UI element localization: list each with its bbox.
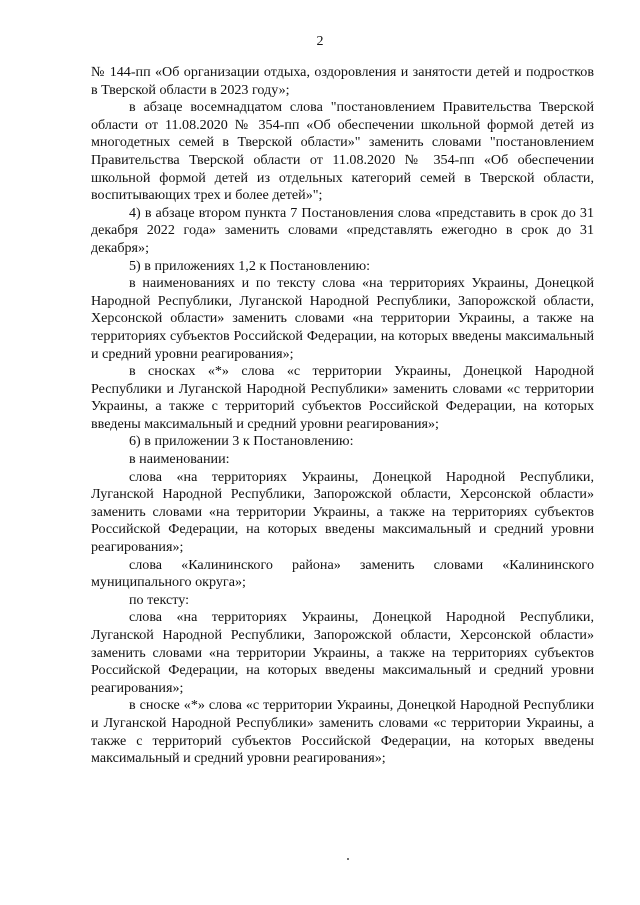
paragraph-item-6-text-words: слова «на территориях Украины, Донецкой Народной Республики, Луганской Народной Республики, Запорожской области, Херсонской области» заменить словами «на территории Украины, а также на территориях субъектов Российской Федерации, на которых введены максимальный и средний уровни реагирования»;: [91, 609, 594, 696]
paragraph-item-6-title-words: слова «на территориях Украины, Донецкой Народной Республики, Луганской Народной Республики, Запорожской области, Херсонской области» заменить словами «на территории Украины, а также на территориях субъектов Российской Федерации, на которых введены максимальный и средний уровни реагирования»;: [91, 468, 594, 556]
document-body: [91, 64, 594, 768]
paragraph-item-6-footnote: в сноске «*» слова «с территории Украины, Донецкой Народной Республики и Луганской Народной Республики» заменить словами «с территории Украины, а также с территорий субъектов Российской Федерации, на которых введены максимальный и средний уровни реагирования»;: [91, 697, 594, 767]
page-number: 2: [316, 34, 324, 49]
paragraph-item-6: 6) в приложении 3 к Постановлению:: [129, 433, 354, 450]
paragraph-abzac-18: в абзаце восемнадцатом слова "постановлением Правительства Тверской области от 11.08.2020 № 354-пп «Об обеспечении школьной формой детей из многодетных семей в Тверской области»" заменить словами "постановлением Правительства Тверской области от 11.08.2020 № 354-пп «Об обеспечении школьной формой детей из отдельных категорий семей в Тверской области, воспитывающих трех и более детей»";: [91, 99, 594, 204]
paragraph-item-5-footnotes: в сносках «*» слова «с территории Украины, Донецкой Народной Республики и Луганской Народной Республики» заменить словами «с территории Украины, а также с территорий субъектов Российской Федерации, на которых введены максимальный и средний уровни реагирования»;: [91, 363, 594, 432]
paragraph-item-6-text-heading: по тексту:: [129, 591, 190, 608]
paragraph-item-6-title-heading: в наименовании:: [129, 451, 230, 468]
paragraph-item-5: 5) в приложениях 1,2 к Постановлению:: [129, 257, 371, 274]
paragraph-item-6-district: слова «Калининского района» заменить словами «Калининского муниципального округа»;: [91, 556, 594, 591]
paragraph-item-5-names: в наименованиях и по тексту слова «на территориях Украины, Донецкой Народной Республики, Луганской Народной Республики, Запорожской области, Херсонской области» заменить словами «на территории Украины, а также на территориях субъектов Российской Федерации, на которых введены максимальный и средний уровни реагирования»;: [91, 275, 594, 362]
paragraph-item-4: 4) в абзаце втором пункта 7 Постановления слова «представить в срок до 31 декабря 2022 года» заменить словами «представлять ежегодно в срок до 31 декабря»;: [91, 204, 594, 256]
paragraph-decree-reference: № 144-пп «Об организации отдыха, оздоровления и занятости детей и подростков в Тверской области в 2023 году»;: [91, 64, 594, 98]
scan-speck: [347, 858, 349, 860]
